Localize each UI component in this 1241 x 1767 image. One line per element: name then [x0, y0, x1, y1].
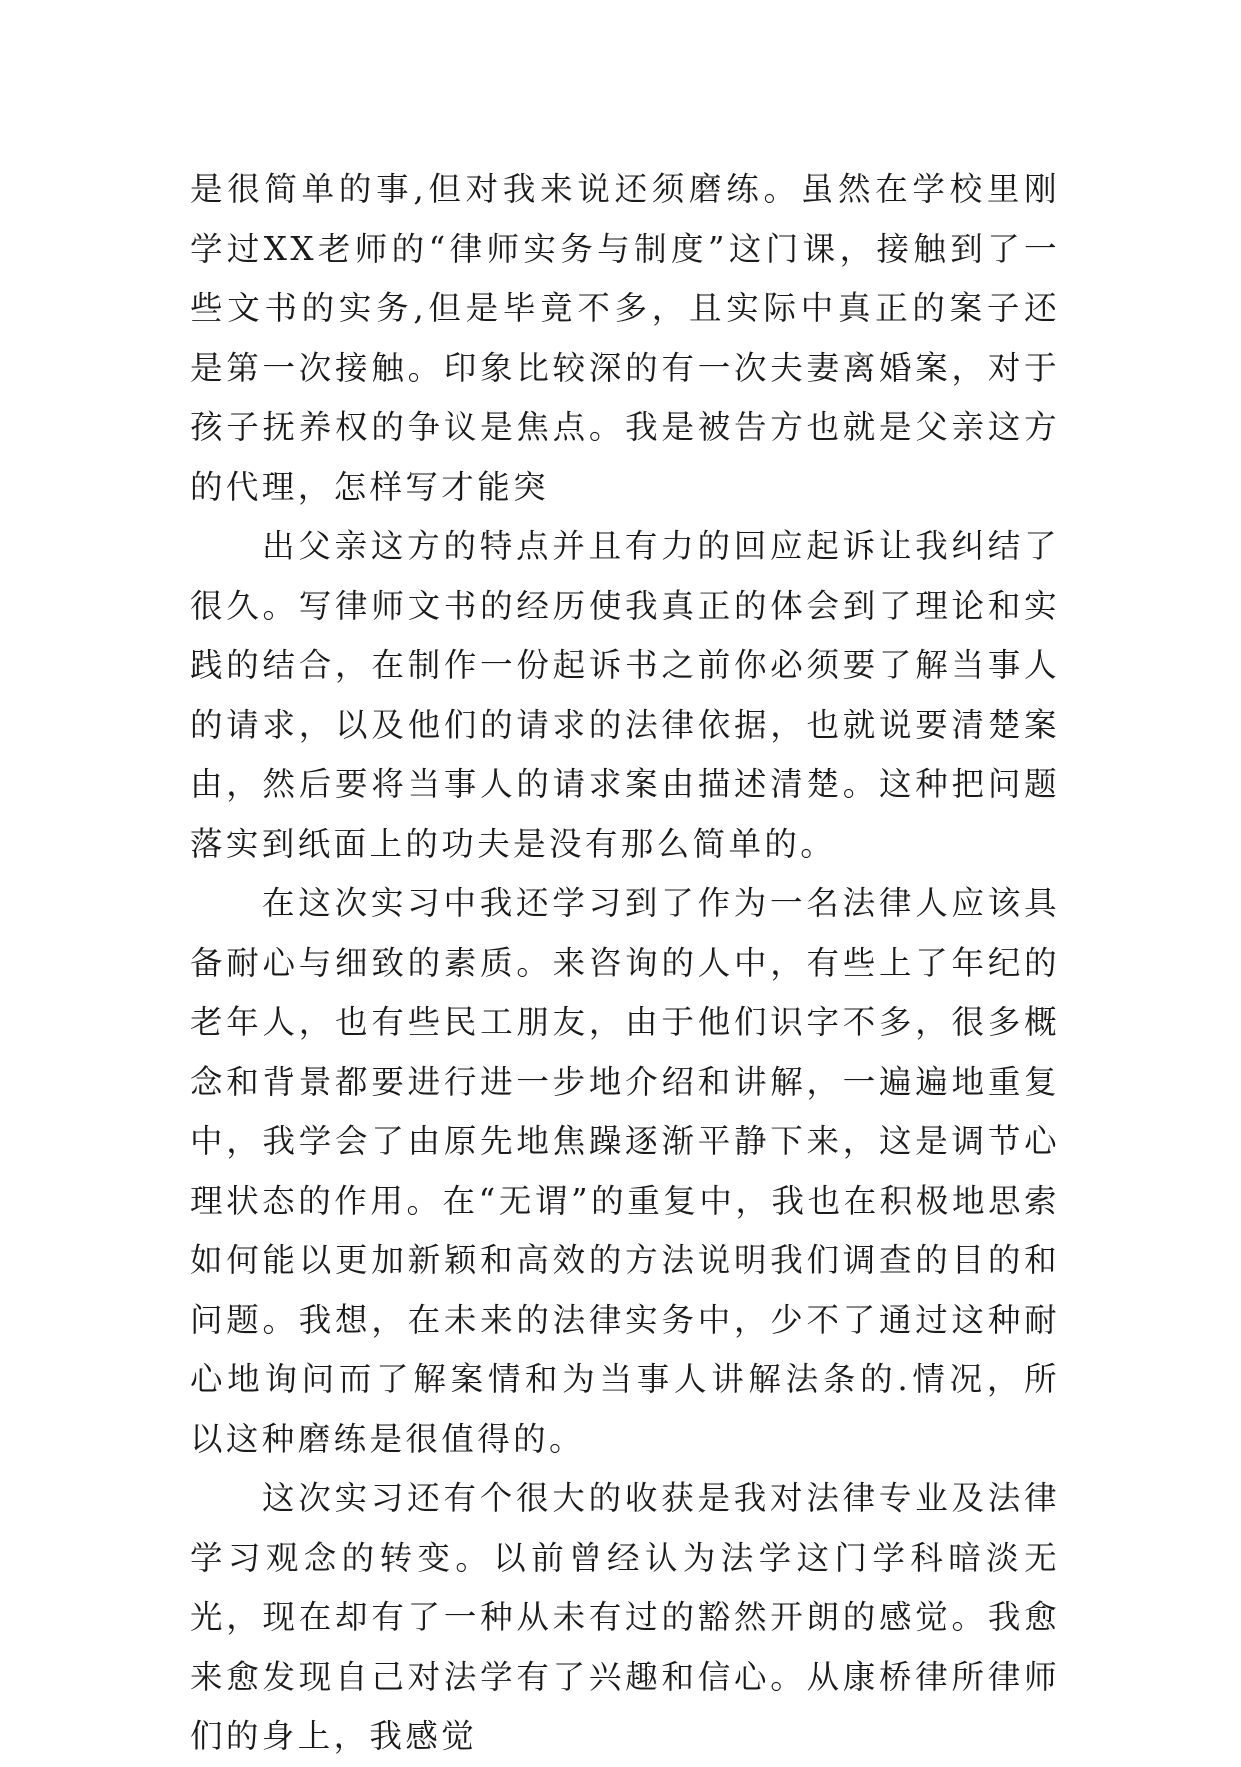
document-body — [190, 160, 1060, 1767]
paragraph-3: 在这次实习中我还学习到了作为一名法律人应该具备耐心与细致的素质。来咨询的人中，有些上了年纪的老年人，也有些民工朋友，由于他们识字不多，很多概念和背景都要进行进一步地介绍和讲解，一遍遍地重复中，我学会了由原先地焦躁逐渐平静下来，这是调节心理状态的作用。在“无谓”的重复中，我也在积极地思索如何能以更加新颖和高效的方法说明我们调查的目的和问题。我想，在未来的法律实务中，少不了通过这种耐心地询问而了解案情和为当事人讲解法条的.情况，所以这种磨练是很值得的。 — [190, 884, 1060, 1458]
paragraph-1: 是很简单的事,但对我来说还须磨练。虽然在学校里刚学过XX老师的“律师实务与制度”这门课，接触到了一些文书的实务,但是毕竟不多，且实际中真正的案子还是第一次接触。印象比较深的有一次夫妻离婚案，对于孩子抚养权的争议是焦点。我是被告方也就是父亲这方的代理，怎样写才能突 — [190, 170, 1060, 506]
paragraph-4: 这次实习还有个很大的收获是我对法律专业及法律学习观念的转变。以前曾经认为法学这门学科暗淡无光，现在却有了一种从未有过的豁然开朗的感觉。我愈来愈发现自己对法学有了兴趣和信心。从康桥律所律师们的身上，我感觉 — [190, 1479, 1060, 1755]
paragraph-2: 出父亲这方的特点并且有力的回应起诉让我纠结了很久。写律师文书的经历使我真正的体会到了理论和实践的结合，在制作一份起诉书之前你必须要了解当事人的请求，以及他们的请求的法律依据，也就说要清楚案由，然后要将当事人的请求案由描述清楚。这种把问题落实到纸面上的功夫是没有那么简单的。 — [190, 527, 1060, 863]
